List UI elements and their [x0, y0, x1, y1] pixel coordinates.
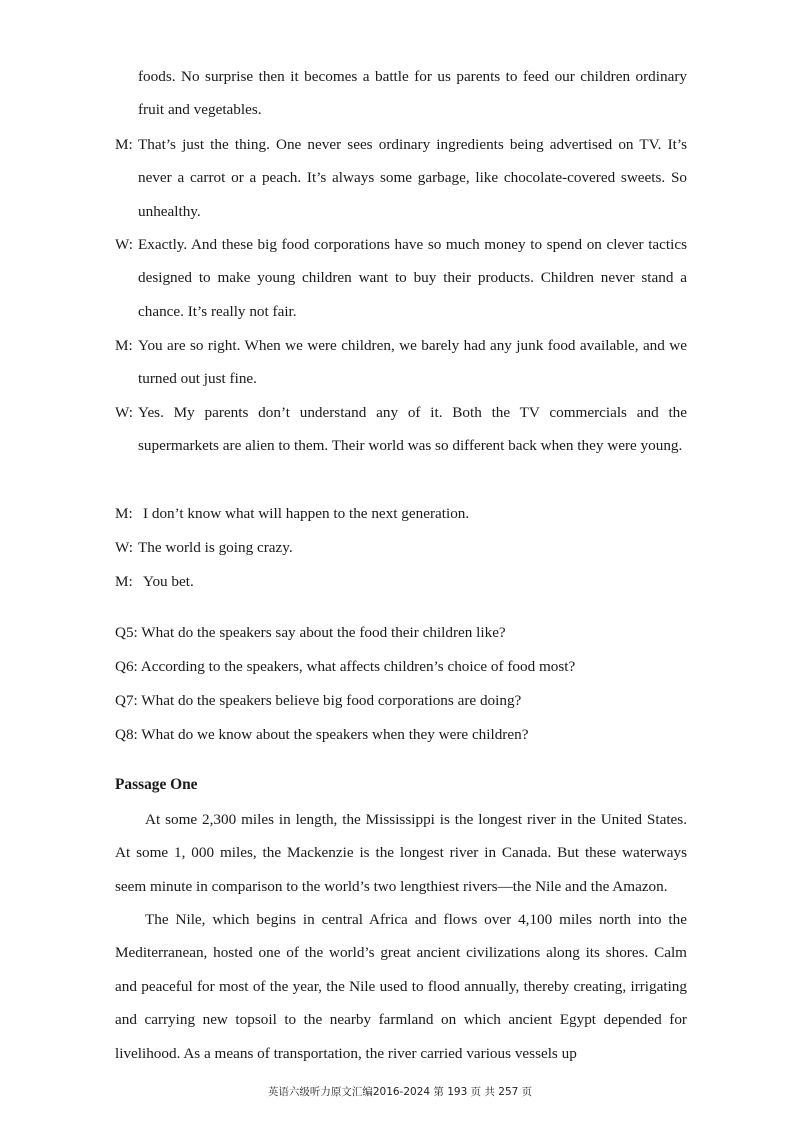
dialogue-line	[115, 497, 687, 530]
speaker-text: Yes. My parents don’t understand any of it. Both the TV commercials and the supermarkets are alien to them. Their world was so different back when they were young.	[138, 404, 687, 455]
speaker-label: M:	[115, 573, 133, 590]
speaker-text: I don’t know what will happen to the next generation.	[143, 505, 470, 522]
speaker-text: That’s just the thing. One never sees ordinary ingredients being advertised on TV. It’s never a carrot or a peach. It’s always some garbage, like chocolate-covered sweets. So unhealthy.	[138, 136, 687, 220]
question-item: Q7: What do the speakers believe big food corporations are doing?	[115, 692, 522, 709]
speaker-label: M:	[115, 505, 133, 522]
speaker-label: W:	[115, 404, 133, 421]
dialogue-line	[115, 128, 687, 228]
passage-paragraph: At some 2,300 miles in length, the Mississippi is the longest river in the United States. At some 1, 000 miles, the Mackenzie is the longest river in Canada. But these waterways seem minute in comparison to the world’s two lengthiest rivers—the Nile and the Amazon.	[115, 811, 687, 895]
speaker-label: W:	[115, 539, 133, 556]
dialogue-line	[115, 565, 687, 598]
speaker-label: W:	[115, 236, 133, 253]
passage-paragraph: The Nile, which begins in central Africa and flows over 4,100 miles north into the Mediterranean, hosted one of the world’s great ancient civilizations along its shores. Calm and peaceful for most of the year, the Nile used to flood annually, thereby creating, irrigating and carrying new topsoil to the nearby farmland on which ancient Egypt depended for livelihood. As a means of transportation, the river carried various vessels up	[115, 911, 687, 1062]
dialogue-line	[115, 228, 687, 328]
dialogue-continuation: foods. No surprise then it becomes a battle for us parents to feed our children ordinary fruit and vegetables.	[138, 68, 687, 119]
question-item: Q6: According to the speakers, what affects children’s choice of food most?	[115, 658, 576, 675]
dialogue-line	[115, 396, 687, 463]
speaker-text: You are so right. When we were children, we barely had any junk food available, and we turned out just fine.	[138, 337, 687, 388]
speaker-label: M:	[115, 136, 133, 153]
question-item: Q5: What do the speakers say about the food their children like?	[115, 624, 506, 641]
dialogue-line	[115, 531, 687, 564]
speaker-text: Exactly. And these big food corporations have so much money to spend on clever tactics designed to make young children want to buy their products. Children never stand a chance. It’s really not fair.	[138, 236, 687, 320]
page-footer: 英语六级听力原文汇编2016-2024 第 193 页 共 257 页	[267, 1086, 533, 1098]
section-heading: Passage One	[115, 776, 198, 793]
speaker-text: You bet.	[143, 573, 194, 590]
speaker-label: M:	[115, 337, 133, 354]
question-item: Q8: What do we know about the speakers when they were children?	[115, 726, 529, 743]
speaker-text: The world is going crazy.	[138, 539, 293, 556]
dialogue-line	[115, 329, 687, 396]
